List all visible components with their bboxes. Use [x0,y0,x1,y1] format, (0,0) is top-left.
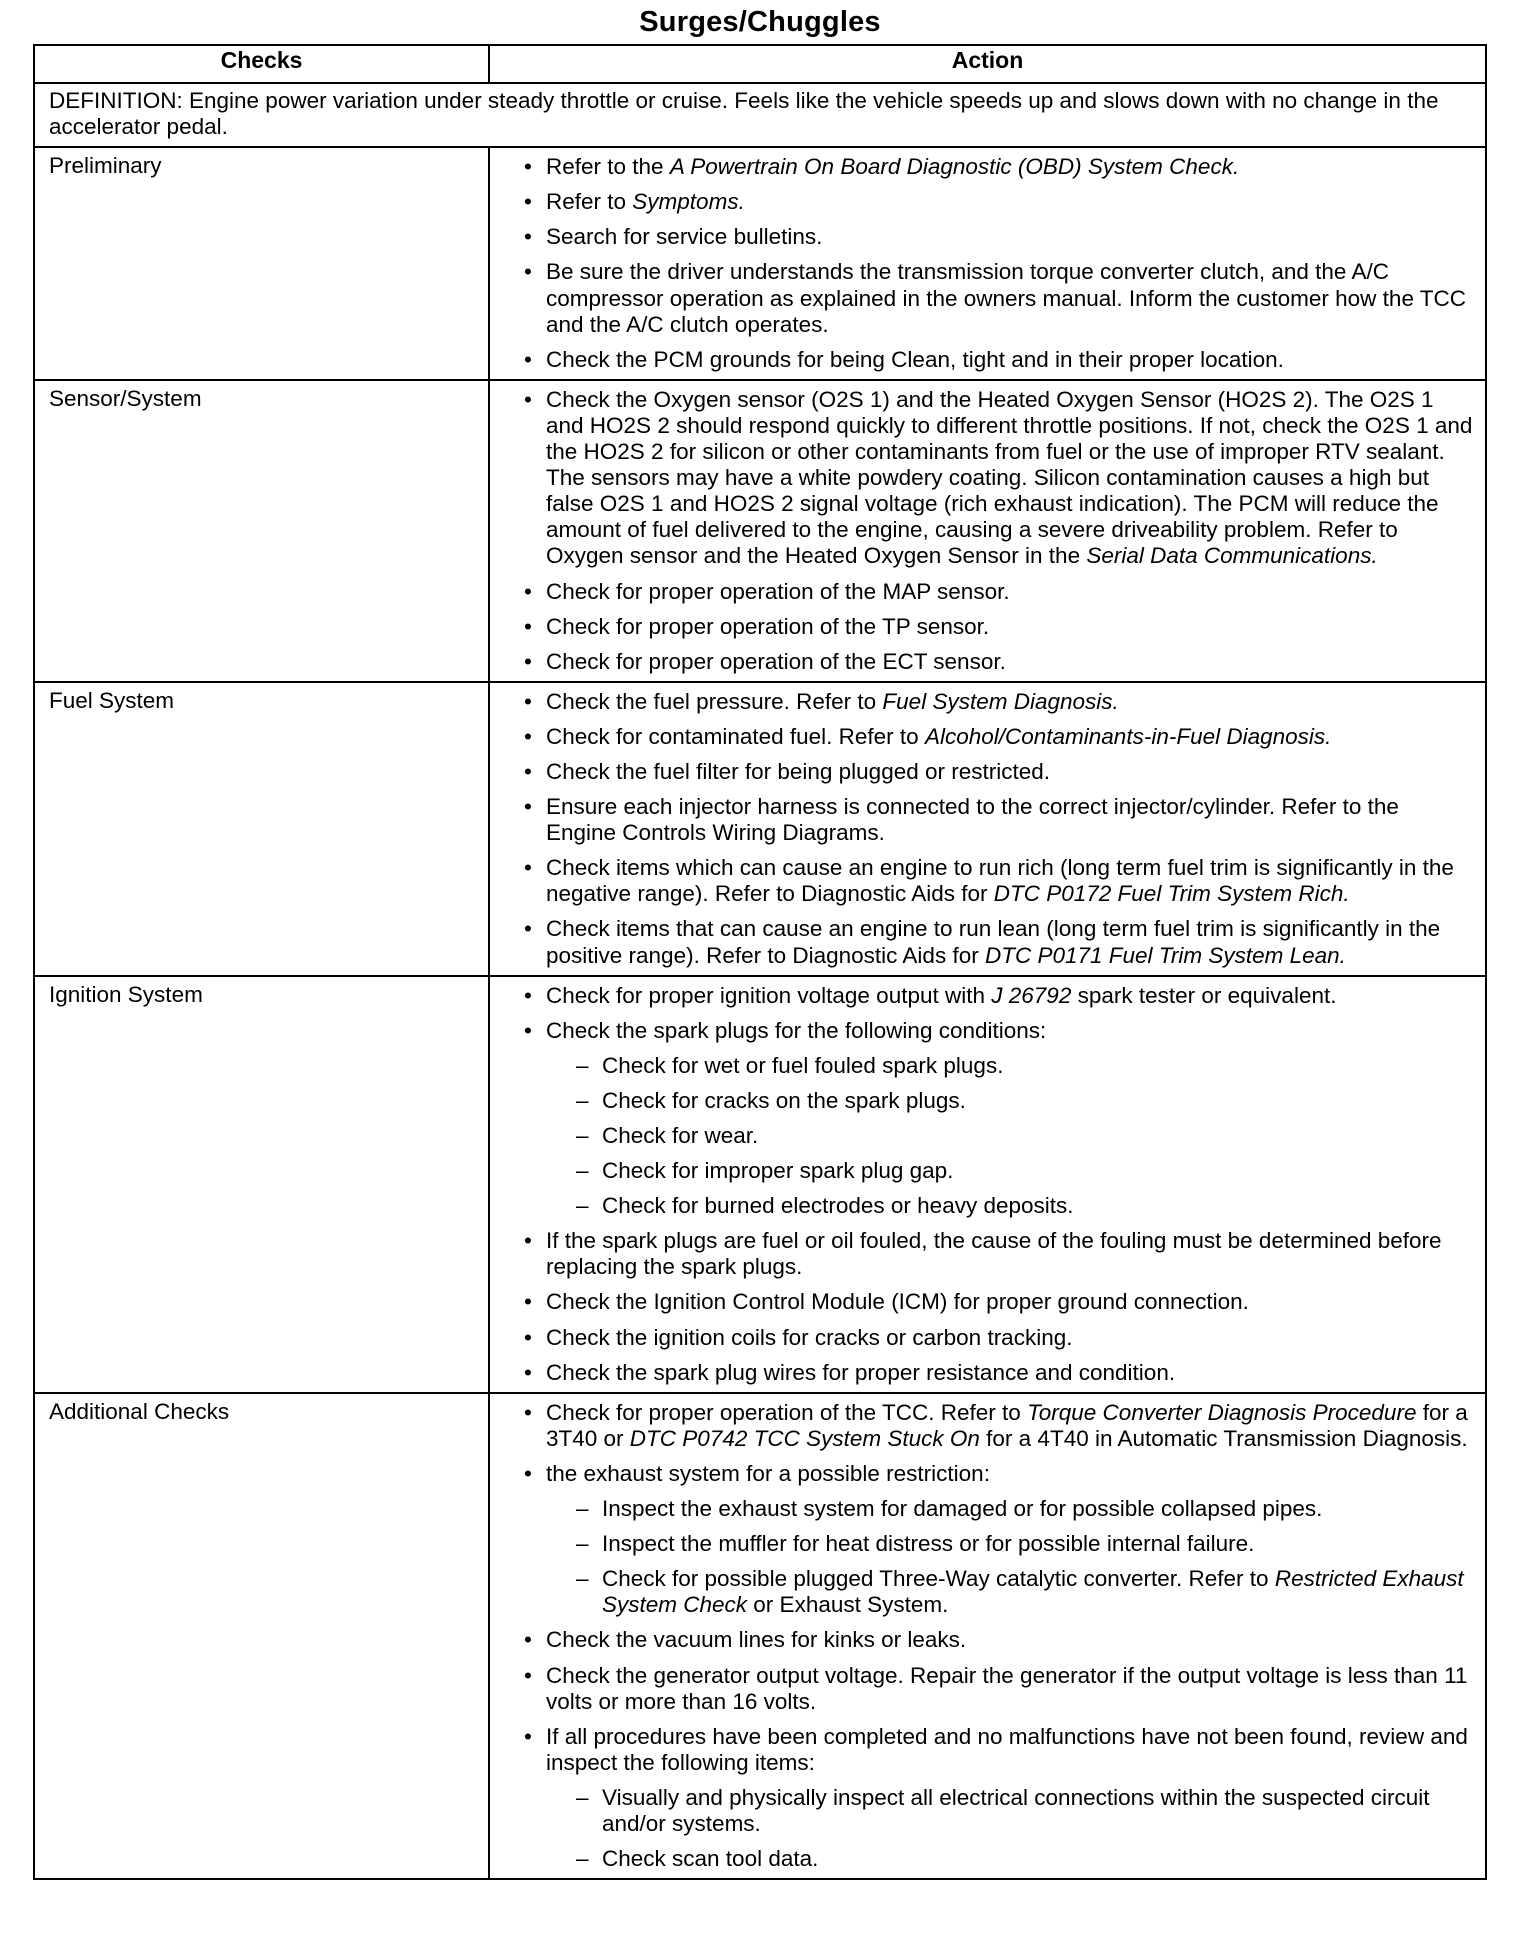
dash-icon: – [576,1158,589,1184]
action-item [524,1461,1473,1618]
action-item [524,614,1473,640]
action-item-text [546,579,1473,605]
dash-icon: – [576,1846,589,1872]
action-cell [489,682,1486,976]
table-header-row [34,45,1486,83]
action-text: Inspect the muffler for heat distress or for possible internal failure. [602,1531,1255,1557]
action-text: Check the ignition coils for cracks or carbon tracking. [546,1324,1073,1350]
action-item [524,916,1473,968]
dash-icon: – [576,1531,589,1557]
action-item-text [546,259,1473,337]
action-text: Check for proper operation of the TP sensor. [546,613,990,639]
action-text: Be sure the driver understands the transmission torque converter clutch, and the A/C compressor operation as explained in the owners manual. Inform the customer how the TCC and the A/C clutch operates. [546,259,1467,337]
bullet-icon: • [524,723,532,749]
bullet-icon: • [524,758,532,784]
action-sub-item [546,1531,1473,1557]
italic-reference-text: DTC P0742 TCC System Stuck On [629,1425,980,1451]
action-sub-item-text [602,1531,1473,1557]
action-item [524,154,1473,180]
action-text: Check items which can cause an engine to run rich (long term fuel trim is significantly in the negative range). Refer to Diagnostic Aids for [546,855,1454,907]
action-item [524,189,1473,215]
bullet-icon: • [524,259,532,285]
section-row-ignition-system [34,976,1486,1393]
action-sub-item [546,1193,1473,1219]
action-sub-item-text [602,1193,1473,1219]
action-item [524,983,1473,1009]
action-text: Check for improper spark plug gap. [602,1158,954,1184]
action-item-text [546,1663,1473,1715]
action-cell [489,147,1486,380]
action-sub-item [546,1566,1473,1618]
sub-item-list [546,1496,1473,1618]
action-text: Check for burned electrodes or heavy deposits. [602,1193,1074,1219]
action-text: for a 4T40 in Automatic Transmission Diagnosis. [979,1425,1468,1451]
italic-reference-text: Serial Data Communications. [1086,543,1378,569]
action-text: Search for service bulletins. [546,224,823,250]
italic-reference-text: J 26792 [991,982,1072,1008]
action-sub-item [546,1088,1473,1114]
action-item-text [546,649,1473,675]
action-item [524,794,1473,846]
action-text: or Exhaust System. [747,1592,949,1618]
action-item-text [546,1724,1473,1776]
check-label: Preliminary [34,147,489,380]
action-text: Check the PCM grounds for being Clean, tight and in their proper location. [546,346,1284,372]
italic-reference-text: Alcohol/Contaminants-in-Fuel Diagnosis. [924,723,1332,749]
action-sub-item-text [602,1053,1473,1079]
action-item-text [546,1018,1473,1044]
action-item-text [546,154,1473,180]
action-item-text [546,614,1473,640]
action-sub-item [546,1053,1473,1079]
action-item [524,1627,1473,1653]
action-text: Check items that can cause an engine to run lean (long term fuel trim is significantly in the positive range). Refer to Diagnostic Aids for [546,916,1441,968]
bullet-icon: • [524,1627,532,1653]
diagnostic-table [33,44,1487,1880]
bullet-icon: • [524,578,532,604]
bullet-icon: • [524,1017,532,1043]
action-text: Check the generator output voltage. Repair the generator if the output voltage is less than 11 volts or more than 16 volts. [546,1662,1468,1714]
bullet-icon: • [524,794,532,820]
column-header-action: Action [489,45,1486,83]
dash-icon: – [576,1193,589,1219]
action-item-text [546,1400,1473,1452]
bullet-icon: • [524,982,532,1008]
bullet-icon: • [524,1662,532,1688]
action-text: Visually and physically inspect all electrical connections within the suspected circuit and/or systems. [602,1784,1430,1836]
bullet-icon: • [524,1399,532,1425]
action-sub-item-text [602,1088,1473,1114]
italic-reference-text: DTC P0172 Fuel Trim System Rich. [993,881,1350,907]
action-item-text [546,855,1473,907]
action-text: Check the Ignition Control Module (ICM) for proper ground connection. [546,1289,1249,1315]
action-item [524,1325,1473,1351]
action-item [524,855,1473,907]
action-item-text [546,724,1473,750]
action-text: If all procedures have been completed and no malfunctions have not been found, review and inspect the following items: [546,1723,1468,1775]
action-sub-item [546,1158,1473,1184]
action-item [524,1228,1473,1280]
definition-row [34,83,1486,147]
action-cell [489,1393,1486,1879]
action-text: If the spark plugs are fuel or oil fouled, the cause of the fouling must be determined before replacing the spark plugs. [546,1228,1442,1280]
action-item-text [546,189,1473,215]
action-text: Check for wear. [602,1123,759,1148]
italic-reference-text: Torque Converter Diagnosis Procedure [1027,1399,1417,1425]
section-row-additional-checks [34,1393,1486,1879]
section-row-fuel-system [34,682,1486,976]
action-text: for a 3T40 or [546,1399,1468,1451]
action-item-text [546,689,1473,715]
action-text: Refer to the [546,154,670,180]
action-item-text [546,387,1473,570]
dash-icon: – [576,1566,589,1592]
action-sub-item-text [602,1785,1473,1837]
table-body [34,83,1486,1879]
action-item-text [546,1228,1473,1280]
dash-icon: – [576,1087,589,1113]
action-sub-item [546,1785,1473,1837]
dash-icon: – [576,1496,589,1522]
action-item-text [546,916,1473,968]
action-text: Check for possible plugged Three-Way catalytic converter. Refer to [602,1566,1275,1592]
dash-icon: – [576,1123,589,1148]
action-item [524,724,1473,750]
section-row-sensor-system [34,380,1486,682]
action-item-text [546,1627,1473,1653]
action-item [524,1018,1473,1220]
action-item [524,224,1473,250]
check-label: Fuel System [34,682,489,976]
bullet-icon: • [524,1723,532,1749]
section-row-preliminary [34,147,1486,380]
action-item [524,579,1473,605]
definition-text: DEFINITION: Engine power variation under steady throttle or cruise. Feels like the vehicle speeds up and slows down with no change in the accelerator pedal. [34,83,1486,147]
action-text: Check for cracks on the spark plugs. [602,1087,966,1113]
italic-reference-text: Symptoms. [632,189,745,215]
bullet-icon: • [524,224,532,250]
action-item-text [546,983,1473,1009]
action-sub-item [546,1846,1473,1872]
bullet-icon: • [524,1289,532,1315]
action-item [524,1289,1473,1315]
action-text: Check for wet or fuel fouled spark plugs. [602,1052,1004,1078]
action-item [524,347,1473,373]
bullet-icon: • [524,855,532,881]
bullet-icon: • [524,386,532,412]
action-item-text [546,1461,1473,1487]
action-sub-item-text [602,1566,1473,1618]
action-sub-item-text [602,1846,1473,1872]
action-cell [489,380,1486,682]
action-text: Check for proper operation of the MAP sensor. [546,578,1010,604]
action-text: Check for contaminated fuel. Refer to [546,723,925,749]
action-text: Check the vacuum lines for kinks or leaks. [546,1627,967,1653]
action-text: Check scan tool data. [602,1846,819,1872]
action-item [524,689,1473,715]
bullet-icon: • [524,1460,532,1486]
action-item-text [546,759,1473,785]
action-item [524,259,1473,337]
italic-reference-text: A Powertrain On Board Diagnostic (OBD) System Check. [669,154,1240,180]
action-item [524,1663,1473,1715]
bullet-icon: • [524,916,532,942]
action-item-text [546,1289,1473,1315]
action-text: Check for proper operation of the ECT sensor. [546,648,1006,674]
action-cell [489,976,1486,1393]
bullet-icon: • [524,613,532,639]
check-label: Ignition System [34,976,489,1393]
action-item [524,649,1473,675]
action-text: Inspect the exhaust system for damaged or for possible collapsed pipes. [602,1496,1323,1522]
action-item-text [546,1360,1473,1386]
action-item [524,759,1473,785]
bullet-icon: • [524,1324,532,1350]
italic-reference-text: DTC P0171 Fuel Trim System Lean. [984,942,1346,968]
action-item [524,387,1473,570]
action-text: the exhaust system for a possible restriction: [546,1460,990,1486]
action-item [524,1400,1473,1452]
check-label: Additional Checks [34,1393,489,1879]
action-sub-item-text [602,1158,1473,1184]
action-text: Check the spark plugs for the following conditions: [546,1017,1047,1043]
action-text: Refer to [546,189,633,215]
action-item-text [546,1325,1473,1351]
bullet-icon: • [524,189,532,215]
action-sub-item [546,1123,1473,1149]
action-item-text [546,347,1473,373]
sub-item-list [546,1053,1473,1219]
sub-item-list [546,1785,1473,1872]
action-item [524,1360,1473,1386]
bullet-icon: • [524,648,532,674]
bullet-icon: • [524,1228,532,1254]
italic-reference-text: Restricted Exhaust System Check [602,1566,1464,1618]
action-text: spark tester or equivalent. [1071,982,1337,1008]
action-text: Check the fuel pressure. Refer to [546,688,883,714]
action-text: Check the Oxygen sensor (O2S 1) and the Heated Oxygen Sensor (HO2S 2). The O2S 1 and HO2S 2 should respond quickly to different throttle positions. If not, check the O2S 1 and the HO2S 2 for silicon or other contaminants from fuel or the use of improper RTV sealant. The sensors may have a white powdery coating. Silicon contamination causes a high but false O2S 1 and HO2S 2 signal voltage (rich exhaust indication). The PCM will reduce the amount of fuel delivered to the engine, causing a severe driveability problem. Refer to Oxygen sensor and the Heated Oxygen Sensor in the [546,386,1473,569]
page-title: Surges/Chuggles [639,6,881,38]
column-header-checks: Checks [34,45,489,83]
dash-icon: – [576,1052,589,1078]
action-text: Ensure each injector harness is connected to the correct injector/cylinder. Refer to the Engine Controls Wiring Diagrams. [546,794,1399,846]
bullet-icon: • [524,346,532,372]
action-text: Check the spark plug wires for proper resistance and condition. [546,1359,1176,1385]
action-item [524,1724,1473,1872]
action-text: Check the fuel filter for being plugged or restricted. [546,758,1051,784]
bullet-icon: • [524,688,532,714]
bullet-icon: • [524,154,532,180]
action-sub-item [546,1496,1473,1522]
action-item-text [546,224,1473,250]
action-sub-item-text [602,1496,1473,1522]
check-label: Sensor/System [34,380,489,682]
action-text: Check for proper ignition voltage output with [546,982,992,1008]
italic-reference-text: Fuel System Diagnosis. [882,688,1119,714]
dash-icon: – [576,1784,589,1810]
bullet-icon: • [524,1359,532,1385]
action-text: Check for proper operation of the TCC. Refer to [546,1399,1028,1425]
action-item-text [546,794,1473,846]
action-sub-item-text [602,1123,1473,1149]
